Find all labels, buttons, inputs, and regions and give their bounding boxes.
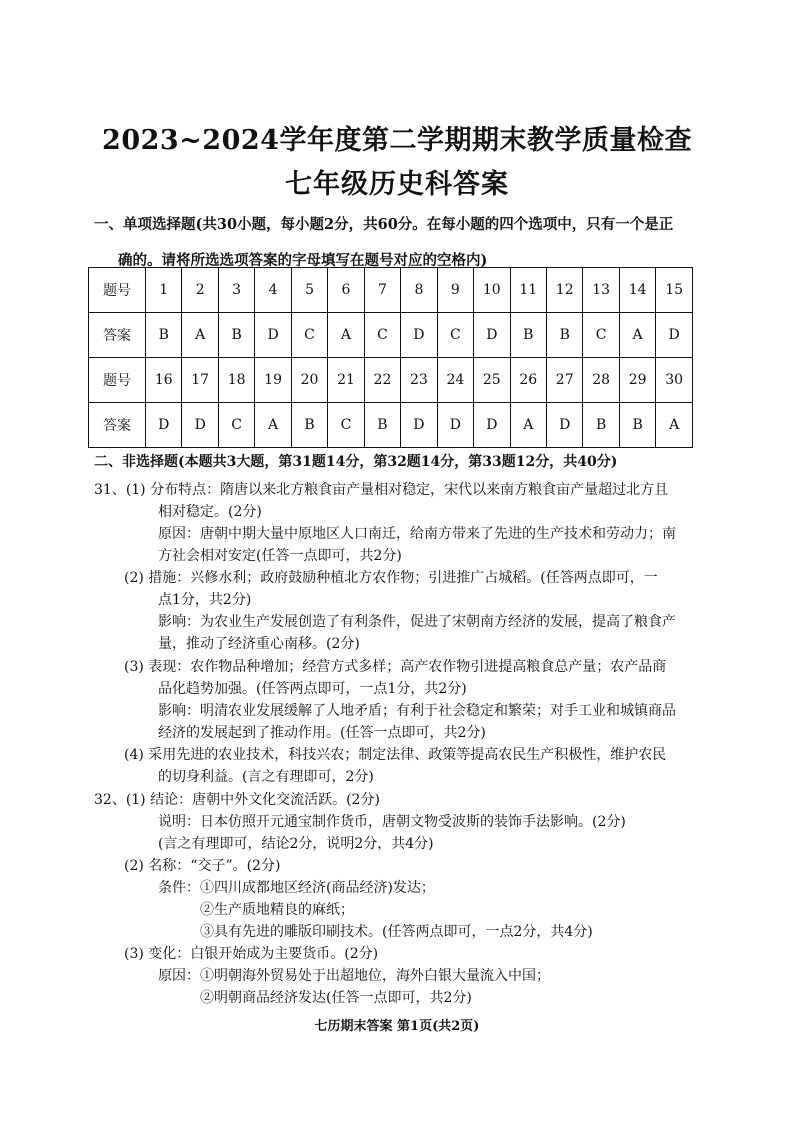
q31-line: 影响：明清农业发展缓解了人地矛盾；有利于社会稳定和繁荣；对手工业和城镇商品	[158, 703, 676, 719]
q31-line: 相对稳定。(2分)	[158, 504, 262, 520]
question-number: 29	[619, 358, 655, 403]
answer-cell: C	[291, 313, 327, 358]
question-number: 14	[619, 268, 655, 313]
answer-cell: C	[218, 403, 254, 448]
q31-line: 31、(1) 分布特点：隋唐以来北方粮食亩产量相对稳定，宋代以来南方粮食亩产量超过北方且	[94, 482, 669, 498]
q32-line: ②明朝商品经济发达(任答一点即可，共2分)	[200, 990, 472, 1006]
answer-cell: D	[401, 403, 437, 448]
answer-cell: D	[401, 313, 437, 358]
question-number: 24	[437, 358, 473, 403]
question-number: 22	[364, 358, 400, 403]
section1-line2: 确的。请将所选选项答案的字母填写在题号对应的空格内)	[118, 252, 488, 269]
q32-line: (3) 变化：白银开始成为主要货币。(2分)	[124, 946, 379, 962]
answer-cell: A	[656, 403, 693, 448]
question-number: 17	[182, 358, 218, 403]
q31-line: 影响：为农业生产发展创造了有利条件，促进了宋朝南方经济的发展，提高了粮食产	[158, 614, 676, 630]
row-label: 题号	[89, 358, 146, 403]
question-number: 10	[474, 268, 510, 313]
table-row-answers-1	[89, 313, 693, 358]
question-number: 26	[510, 358, 546, 403]
q31-line: 量，推动了经济重心南移。(2分)	[158, 636, 360, 652]
answer-cell: B	[218, 313, 254, 358]
q31-line: 品化趋势加强。(任答两点即可，一点1分，共2分)	[158, 681, 467, 697]
answer-cell: D	[474, 313, 510, 358]
question-number: 15	[656, 268, 693, 313]
q31-line: 点1分，共2分)	[158, 592, 252, 608]
question-number: 1	[146, 268, 182, 313]
answer-cell: A	[182, 313, 218, 358]
row-label: 答案	[89, 403, 146, 448]
answer-cell: B	[546, 313, 582, 358]
answer-cell: B	[291, 403, 327, 448]
question-number: 6	[328, 268, 364, 313]
q31-line: (2) 措施：兴修水利；政府鼓励种植北方农作物；引进推广占城稻。(任答两点即可，一	[124, 570, 658, 586]
row-label: 题号	[89, 268, 146, 313]
question-number: 3	[218, 268, 254, 313]
answer-table	[88, 267, 693, 448]
table-row-numbers-1	[89, 268, 693, 313]
q32-line: ③具有先进的雕版印刷技术。(任答两点即可，一点2分，共4分)	[200, 924, 593, 940]
answer-cell: D	[182, 403, 218, 448]
answer-cell: B	[510, 313, 546, 358]
q31-line: 经济的发展起到了推动作用。(任答一点即可，共2分)	[158, 725, 486, 741]
question-number: 4	[255, 268, 291, 313]
answer-cell: D	[437, 403, 473, 448]
question-number: 16	[146, 358, 182, 403]
row-label: 答案	[89, 313, 146, 358]
q32-line: 说明：日本仿照开元通宝制作货币，唐朝文物受波斯的装饰手法影响。(2分)	[158, 814, 626, 830]
answer-cell: C	[583, 313, 619, 358]
answer-cell: A	[255, 403, 291, 448]
answer-cell: B	[583, 403, 619, 448]
answer-cell: B	[619, 403, 655, 448]
question-number: 18	[218, 358, 254, 403]
page-footer: 七历期末答案 第1页(共2页)	[314, 1019, 480, 1034]
answer-cell: A	[510, 403, 546, 448]
question-number: 28	[583, 358, 619, 403]
answer-cell: D	[146, 403, 182, 448]
question-number: 9	[437, 268, 473, 313]
table-row-answers-2	[89, 403, 693, 448]
page-title: 2023~2024学年度第二学期期末教学质量检查	[102, 125, 692, 156]
question-number: 2	[182, 268, 218, 313]
question-number: 21	[328, 358, 364, 403]
q32-line: (2) 名称：“交子”。(2分)	[124, 858, 281, 874]
answer-cell: B	[364, 403, 400, 448]
q31-line: (4) 采用先进的农业技术，科技兴农；制定法律、政策等提高农民生产积极性，维护农民	[124, 747, 667, 763]
q31-line: 方社会相对安定(任答一点即可，共2分)	[158, 548, 402, 564]
question-number: 5	[291, 268, 327, 313]
answer-cell: C	[437, 313, 473, 358]
question-number: 8	[401, 268, 437, 313]
answer-cell: A	[328, 313, 364, 358]
question-number: 23	[401, 358, 437, 403]
q32-line: 条件：①四川成都地区经济(商品经济)发达；	[158, 880, 435, 896]
section2-heading: 二、非选择题(本题共3大题，第31题14分，第32题14分，第33题12分，共40分)	[94, 454, 618, 470]
q31-line: (3) 表现：农作物品种增加；经营方式多样；高产农作物引进提高粮食总产量；农产品商	[124, 659, 667, 675]
answer-cell: A	[619, 313, 655, 358]
q32-line: 原因：①明朝海外贸易处于出超地位，海外白银大量流入中国；	[158, 968, 550, 984]
question-number: 20	[291, 358, 327, 403]
answer-cell: C	[328, 403, 364, 448]
q31-line: 的切身利益。(言之有理即可，2分)	[158, 769, 374, 785]
question-number: 30	[656, 358, 693, 403]
q32-line: (言之有理即可，结论2分，说明2分，共4分)	[158, 836, 434, 852]
section1-line1: 一、单项选择题(共30小题，每小题2分，共60分。在每小题的四个选项中，只有一个是正	[94, 216, 674, 233]
answer-cell: D	[474, 403, 510, 448]
question-number: 19	[255, 358, 291, 403]
q32-line: ②生产质地精良的麻纸；	[200, 902, 354, 918]
question-number: 27	[546, 358, 582, 403]
question-number: 25	[474, 358, 510, 403]
question-number: 11	[510, 268, 546, 313]
answer-cell: D	[546, 403, 582, 448]
answer-cell: D	[656, 313, 693, 358]
q32-line: 32、(1) 结论：唐朝中外文化交流活跃。(2分)	[94, 792, 380, 808]
page-subtitle: 七年级历史科答案	[285, 169, 509, 200]
answer-cell: C	[364, 313, 400, 358]
table-row-numbers-2	[89, 358, 693, 403]
q31-line: 原因：唐朝中期大量中原地区人口南迁，给南方带来了先进的生产技术和劳动力；南	[158, 526, 676, 542]
answer-cell: B	[146, 313, 182, 358]
question-number: 7	[364, 268, 400, 313]
answer-cell: D	[255, 313, 291, 358]
question-number: 13	[583, 268, 619, 313]
question-number: 12	[546, 268, 582, 313]
